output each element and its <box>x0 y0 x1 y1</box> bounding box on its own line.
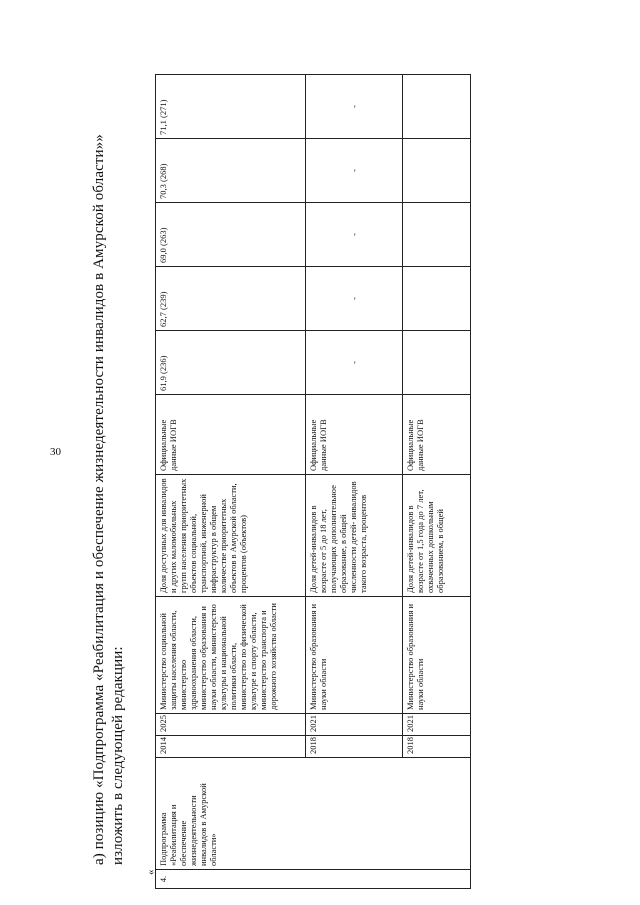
value-cell: 62,7 (239) <box>156 267 306 331</box>
year-end-cell: 2025 <box>156 714 306 736</box>
program-table <box>155 74 471 889</box>
rotated-document-sheet <box>90 0 640 905</box>
open-quote-mark: « <box>145 869 157 875</box>
intro-text <box>90 15 128 865</box>
value-cell: - <box>306 75 403 139</box>
source-cell: Официальные данные ИОГВ <box>403 395 471 475</box>
value-cell: - <box>306 203 403 267</box>
year-start-cell: 2018 <box>306 736 403 758</box>
indicator-cell: Доля детей-инвалидов в возрасте от 1,5 года до 7 лет, охваченных дошкольным образованием, в общей <box>403 475 471 597</box>
executors-cell: Министерство образования и науки области <box>403 597 471 714</box>
indicator-cell: Доля детей-инвалидов в возрасте от 5 до 18 лет, получающих дополнительное образование, в общей численности детей- инвалидов такого возраста, процентов <box>306 475 403 597</box>
page-number: 30 <box>50 446 61 458</box>
value-cell: 70,3 (268) <box>156 139 306 203</box>
value-cell <box>403 331 471 395</box>
executors-cell: Министерство социальной защиты населения области, министерство здравоохранения области, министерство образования и науки области, министерство культуры и национальной политики области, министерство по физической культуре и спорту области, министерство транспорта и дорожного хозяйства области <box>156 597 306 714</box>
value-cell <box>403 75 471 139</box>
value-cell: - <box>306 139 403 203</box>
row-number-cell: 4. <box>156 870 471 889</box>
value-cell <box>403 203 471 267</box>
source-cell: Официальные данные ИОГВ <box>306 395 403 475</box>
year-start-cell: 2014 <box>156 736 306 758</box>
source-cell: Официальные данные ИОГВ <box>156 395 306 475</box>
value-cell: 69,0 (263) <box>156 203 306 267</box>
intro-line-2: изложить в следующей редакции: <box>110 646 126 865</box>
executors-cell: Министерство образования и науки области <box>306 597 403 714</box>
value-cell: 71,1 (271) <box>156 75 306 139</box>
value-cell: - <box>306 331 403 395</box>
value-cell <box>403 267 471 331</box>
value-cell: - <box>306 267 403 331</box>
table-row <box>156 75 306 889</box>
indicator-cell: Доля доступных для инвалидов и других маломобильных групп населения приоритетных объектов социальной, транспортной, инженерной инфраструктур в общем количестве приоритетных объектов в Амурской области, процентов (объектов) <box>156 475 306 597</box>
value-cell <box>403 139 471 203</box>
year-start-cell: 2018 <box>403 736 471 758</box>
intro-line-1: а) позицию «Подпрограмма «Реабилитация и обеспечение жизнедеятельности инвалидов в Амурской области»» <box>91 134 107 865</box>
year-end-cell: 2021 <box>306 714 403 736</box>
year-end-cell: 2021 <box>403 714 471 736</box>
program-name-cell: Подпрограмма «Реабилитация и обеспечение жизнедеятельности инвалидов в Амурской области» <box>156 758 471 870</box>
value-cell: 61,9 (236) <box>156 331 306 395</box>
